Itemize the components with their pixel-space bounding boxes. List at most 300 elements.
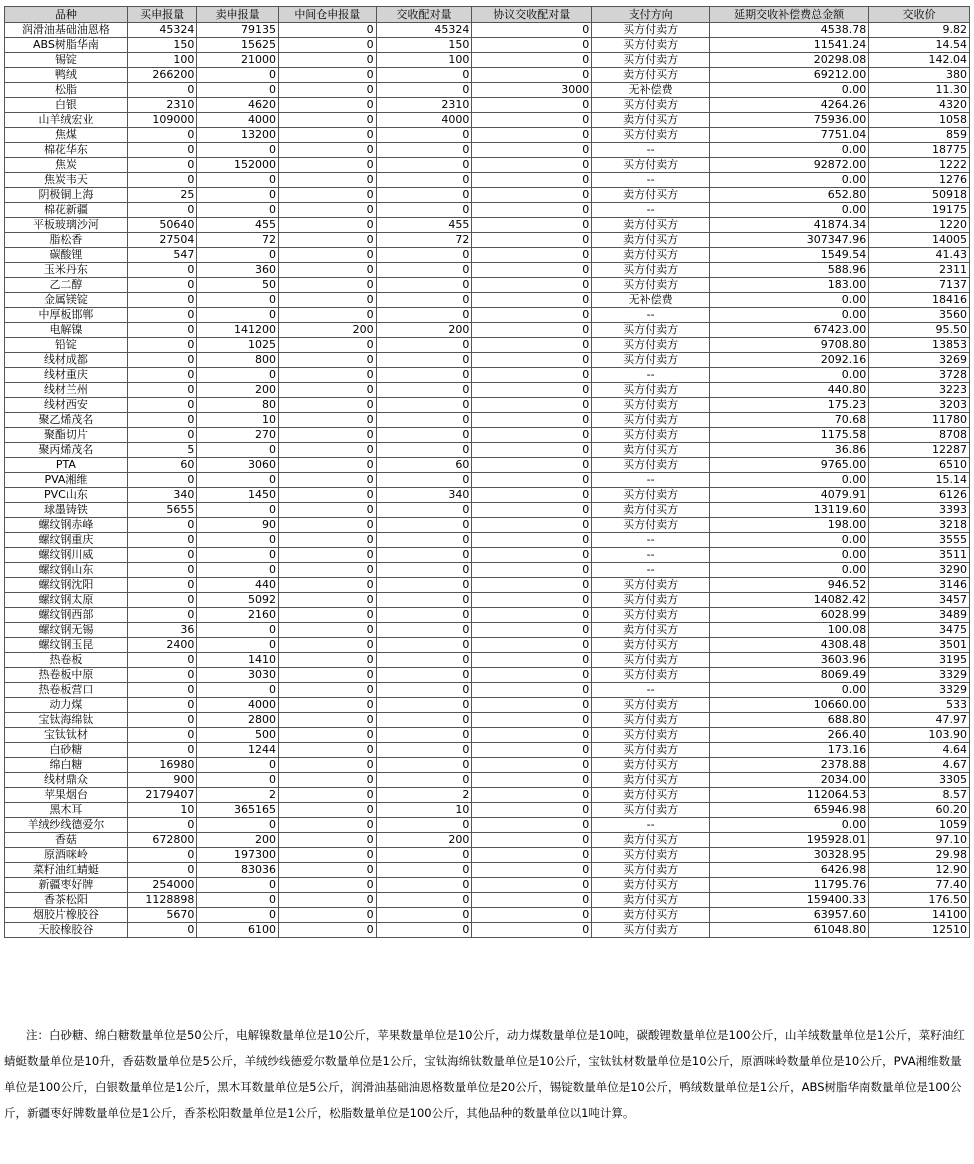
delivery-report: [4, 6, 970, 938]
col-variety-cell: 聚酯切片: [5, 428, 128, 443]
col-sell-qty-cell: 1025: [197, 338, 279, 353]
col-compensation-total-cell: 92872.00: [710, 158, 869, 173]
col-matched-qty-cell: 0: [376, 158, 472, 173]
col-variety-cell: 动力煤: [5, 698, 128, 713]
col-delivery-price-cell: 4.64: [869, 743, 970, 758]
col-compensation-total-cell: 9708.80: [710, 338, 869, 353]
col-agreement-qty-cell: 0: [472, 878, 592, 893]
table-row: [5, 98, 970, 113]
col-delivery-price-cell: 3269: [869, 353, 970, 368]
col-agreement-qty-cell: 0: [472, 818, 592, 833]
col-sell-qty-cell: 1410: [197, 653, 279, 668]
col-sell-qty-cell: 4000: [197, 113, 279, 128]
col-intermediate-qty-cell: 0: [278, 773, 376, 788]
col-payment-direction-cell: 卖方付买方: [592, 233, 710, 248]
col-payment-direction-cell: 卖方付买方: [592, 908, 710, 923]
col-intermediate-qty-cell: 0: [278, 188, 376, 203]
col-compensation-total-cell: 0.00: [710, 368, 869, 383]
col-agreement-qty-cell: 0: [472, 143, 592, 158]
col-intermediate-qty-cell: 0: [278, 233, 376, 248]
col-variety-cell: 焦煤: [5, 128, 128, 143]
col-buy-qty-cell: 0: [127, 203, 197, 218]
col-agreement-qty-cell: 0: [472, 908, 592, 923]
col-agreement-qty-cell: 0: [472, 308, 592, 323]
col-agreement-qty-cell: 0: [472, 848, 592, 863]
col-agreement-qty-cell: 0: [472, 863, 592, 878]
col-agreement-qty-cell: 0: [472, 563, 592, 578]
col-intermediate-qty-cell: 0: [278, 758, 376, 773]
col-variety-cell: 白银: [5, 98, 128, 113]
col-variety-cell: 棉花新疆: [5, 203, 128, 218]
col-delivery-price-cell: 3218: [869, 518, 970, 533]
col-intermediate-qty-cell: 0: [278, 353, 376, 368]
col-agreement-qty-cell: 0: [472, 398, 592, 413]
col-buy-qty-cell: 5670: [127, 908, 197, 923]
col-delivery-price-cell: 9.82: [869, 23, 970, 38]
col-matched-qty-cell: 0: [376, 908, 472, 923]
col-buy-qty-cell: 0: [127, 353, 197, 368]
col-agreement-qty-cell: 0: [472, 653, 592, 668]
col-compensation-total-cell: 4538.78: [710, 23, 869, 38]
col-intermediate-qty-cell: 0: [278, 803, 376, 818]
col-variety-cell: 黑木耳: [5, 803, 128, 818]
col-delivery-price-cell: 3393: [869, 503, 970, 518]
col-variety-cell: 螺纹钢沈阳: [5, 578, 128, 593]
col-intermediate-qty-cell: 0: [278, 743, 376, 758]
col-payment-direction-cell: 买方付卖方: [592, 158, 710, 173]
col-variety-cell: 羊绒纱线德爱尔: [5, 818, 128, 833]
table-row: [5, 383, 970, 398]
col-agreement-qty-cell: 0: [472, 788, 592, 803]
col-payment-direction-cell: 卖方付买方: [592, 788, 710, 803]
col-agreement-qty-cell: 0: [472, 248, 592, 263]
col-sell-qty-cell: 50: [197, 278, 279, 293]
col-matched-qty-cell: 0: [376, 893, 472, 908]
col-buy-qty-cell: 2400: [127, 638, 197, 653]
col-matched-qty-cell: 200: [376, 833, 472, 848]
col-payment-direction-cell: --: [592, 818, 710, 833]
col-payment-direction-cell: 买方付卖方: [592, 98, 710, 113]
col-buy-qty-cell: 0: [127, 278, 197, 293]
col-sell-qty-cell: 360: [197, 263, 279, 278]
col-delivery-price-cell: 3195: [869, 653, 970, 668]
col-intermediate-qty-cell: 0: [278, 218, 376, 233]
col-delivery-price-cell: 103.90: [869, 728, 970, 743]
col-agreement-qty-cell: 0: [472, 68, 592, 83]
col-compensation-total-cell: 1175.58: [710, 428, 869, 443]
col-sell-qty-cell: 0: [197, 878, 279, 893]
col-intermediate-qty-cell: 0: [278, 398, 376, 413]
col-buy-qty-cell: 2179407: [127, 788, 197, 803]
col-variety-cell: 螺纹钢赤峰: [5, 518, 128, 533]
col-variety-cell: 苹果烟台: [5, 788, 128, 803]
table-row: [5, 593, 970, 608]
col-intermediate-qty-cell: 0: [278, 53, 376, 68]
col-agreement-qty-cell: 0: [472, 263, 592, 278]
table-row: [5, 683, 970, 698]
col-intermediate-qty-cell: 0: [278, 818, 376, 833]
col-buy-qty-cell: 0: [127, 173, 197, 188]
col-intermediate-qty-cell: 0: [278, 23, 376, 38]
col-delivery-price-header: 交收价: [869, 7, 970, 23]
col-delivery-price-cell: 8708: [869, 428, 970, 443]
col-buy-qty-cell: 0: [127, 563, 197, 578]
col-variety-cell: 原酒咪岭: [5, 848, 128, 863]
col-compensation-total-cell: 183.00: [710, 278, 869, 293]
table-row: [5, 188, 970, 203]
col-matched-qty-cell: 45324: [376, 23, 472, 38]
col-agreement-qty-header: 协议交收配对量: [472, 7, 592, 23]
col-compensation-total-cell: 4079.91: [710, 488, 869, 503]
col-sell-qty-cell: 4620: [197, 98, 279, 113]
col-payment-direction-cell: 卖方付买方: [592, 248, 710, 263]
col-delivery-price-cell: 3223: [869, 383, 970, 398]
table-row: [5, 728, 970, 743]
col-payment-direction-cell: 卖方付买方: [592, 443, 710, 458]
table-row: [5, 143, 970, 158]
col-matched-qty-cell: 0: [376, 818, 472, 833]
col-variety-cell: 阴极铜上海: [5, 188, 128, 203]
col-sell-qty-cell: 1244: [197, 743, 279, 758]
col-buy-qty-cell: 100: [127, 53, 197, 68]
col-delivery-price-cell: 29.98: [869, 848, 970, 863]
col-compensation-total-cell: 0.00: [710, 203, 869, 218]
col-payment-direction-cell: 买方付卖方: [592, 863, 710, 878]
col-sell-qty-cell: 21000: [197, 53, 279, 68]
col-intermediate-qty-cell: 0: [278, 533, 376, 548]
col-agreement-qty-cell: 0: [472, 158, 592, 173]
col-intermediate-qty-cell: 0: [278, 908, 376, 923]
col-sell-qty-cell: 6100: [197, 923, 279, 938]
table-row: [5, 788, 970, 803]
col-sell-qty-cell: 0: [197, 308, 279, 323]
col-agreement-qty-cell: 0: [472, 773, 592, 788]
col-intermediate-qty-cell: 0: [278, 548, 376, 563]
table-row: [5, 398, 970, 413]
table-row: [5, 578, 970, 593]
col-sell-qty-cell: 365165: [197, 803, 279, 818]
col-buy-qty-cell: 0: [127, 83, 197, 98]
col-intermediate-qty-cell: 0: [278, 413, 376, 428]
col-variety-cell: 聚丙烯茂名: [5, 443, 128, 458]
col-buy-qty-cell: 0: [127, 548, 197, 563]
col-matched-qty-header: 交收配对量: [376, 7, 472, 23]
col-agreement-qty-cell: 3000: [472, 83, 592, 98]
col-sell-qty-cell: 0: [197, 83, 279, 98]
col-intermediate-qty-cell: 0: [278, 383, 376, 398]
col-delivery-price-cell: 3146: [869, 578, 970, 593]
col-variety-cell: 金属镁锭: [5, 293, 128, 308]
col-buy-qty-cell: 0: [127, 593, 197, 608]
col-compensation-total-cell: 100.08: [710, 623, 869, 638]
col-matched-qty-cell: 0: [376, 518, 472, 533]
col-delivery-price-cell: 3329: [869, 668, 970, 683]
col-intermediate-qty-cell: 0: [278, 863, 376, 878]
col-intermediate-qty-cell: 0: [278, 878, 376, 893]
col-buy-qty-cell: 0: [127, 683, 197, 698]
col-sell-qty-cell: 0: [197, 773, 279, 788]
col-payment-direction-cell: 买方付卖方: [592, 728, 710, 743]
col-compensation-total-cell: 4264.26: [710, 98, 869, 113]
col-payment-direction-cell: 买方付卖方: [592, 668, 710, 683]
table-row: [5, 863, 970, 878]
col-variety-cell: 线材鼎众: [5, 773, 128, 788]
col-compensation-total-cell: 13119.60: [710, 503, 869, 518]
col-matched-qty-cell: 0: [376, 293, 472, 308]
col-sell-qty-cell: 500: [197, 728, 279, 743]
col-matched-qty-cell: 0: [376, 338, 472, 353]
col-buy-qty-cell: 0: [127, 848, 197, 863]
col-buy-qty-cell: 0: [127, 398, 197, 413]
col-matched-qty-cell: 0: [376, 263, 472, 278]
col-payment-direction-cell: 卖方付买方: [592, 503, 710, 518]
col-compensation-total-cell: 198.00: [710, 518, 869, 533]
col-variety-cell: 电解镍: [5, 323, 128, 338]
col-sell-qty-cell: 0: [197, 623, 279, 638]
col-variety-cell: 白砂糖: [5, 743, 128, 758]
table-body: [5, 23, 970, 938]
col-intermediate-qty-cell: 0: [278, 518, 376, 533]
col-payment-direction-cell: 买方付卖方: [592, 53, 710, 68]
col-variety-cell: 球墨铸铁: [5, 503, 128, 518]
col-compensation-total-cell: 7751.04: [710, 128, 869, 143]
col-delivery-price-cell: 12510: [869, 923, 970, 938]
col-intermediate-qty-cell: 0: [278, 698, 376, 713]
col-agreement-qty-cell: 0: [472, 443, 592, 458]
col-matched-qty-cell: 455: [376, 218, 472, 233]
col-compensation-total-cell: 36.86: [710, 443, 869, 458]
col-compensation-total-cell: 0.00: [710, 83, 869, 98]
col-matched-qty-cell: 2310: [376, 98, 472, 113]
col-payment-direction-cell: 买方付卖方: [592, 518, 710, 533]
col-sell-qty-cell: 80: [197, 398, 279, 413]
col-sell-qty-cell: 0: [197, 893, 279, 908]
col-matched-qty-cell: 0: [376, 728, 472, 743]
col-sell-qty-cell: 0: [197, 473, 279, 488]
table-row: [5, 323, 970, 338]
table-row: [5, 773, 970, 788]
col-payment-direction-cell: --: [592, 683, 710, 698]
col-sell-qty-cell: 0: [197, 68, 279, 83]
col-matched-qty-cell: 0: [376, 773, 472, 788]
col-compensation-total-cell: 1549.54: [710, 248, 869, 263]
col-buy-qty-cell: 672800: [127, 833, 197, 848]
col-delivery-price-cell: 77.40: [869, 878, 970, 893]
col-variety-cell: 螺纹钢川威: [5, 548, 128, 563]
col-agreement-qty-cell: 0: [472, 608, 592, 623]
col-sell-qty-cell: 0: [197, 758, 279, 773]
col-payment-direction-cell: 买方付卖方: [592, 653, 710, 668]
col-matched-qty-cell: 0: [376, 143, 472, 158]
col-intermediate-qty-cell: 0: [278, 638, 376, 653]
col-compensation-total-cell: 0.00: [710, 818, 869, 833]
table-row: [5, 608, 970, 623]
col-intermediate-qty-cell: 0: [278, 158, 376, 173]
col-buy-qty-cell: 5: [127, 443, 197, 458]
col-matched-qty-cell: 0: [376, 878, 472, 893]
col-matched-qty-cell: 0: [376, 383, 472, 398]
col-payment-direction-cell: 买方付卖方: [592, 488, 710, 503]
table-row: [5, 908, 970, 923]
col-compensation-total-cell: 440.80: [710, 383, 869, 398]
col-agreement-qty-cell: 0: [472, 668, 592, 683]
col-agreement-qty-cell: 0: [472, 293, 592, 308]
col-intermediate-qty-cell: 0: [278, 563, 376, 578]
col-payment-direction-cell: 买方付卖方: [592, 593, 710, 608]
col-buy-qty-cell: 0: [127, 473, 197, 488]
col-intermediate-qty-cell: 0: [278, 608, 376, 623]
col-sell-qty-cell: 0: [197, 368, 279, 383]
col-sell-qty-cell: 2800: [197, 713, 279, 728]
table-row: [5, 203, 970, 218]
col-buy-qty-cell: 0: [127, 608, 197, 623]
col-matched-qty-cell: 0: [376, 608, 472, 623]
col-intermediate-qty-cell: 0: [278, 38, 376, 53]
col-matched-qty-cell: 0: [376, 278, 472, 293]
col-intermediate-qty-cell: 0: [278, 593, 376, 608]
delivery-table: [4, 6, 970, 938]
col-compensation-total-cell: 69212.00: [710, 68, 869, 83]
col-intermediate-qty-cell: 0: [278, 488, 376, 503]
col-sell-qty-cell: 0: [197, 533, 279, 548]
col-compensation-total-cell: 2092.16: [710, 353, 869, 368]
col-intermediate-qty-cell: 0: [278, 443, 376, 458]
col-delivery-price-cell: 6510: [869, 458, 970, 473]
col-compensation-total-cell: 307347.96: [710, 233, 869, 248]
col-agreement-qty-cell: 0: [472, 518, 592, 533]
col-matched-qty-cell: 0: [376, 83, 472, 98]
col-compensation-total-cell: 0.00: [710, 173, 869, 188]
col-sell-qty-cell: 10: [197, 413, 279, 428]
col-intermediate-qty-header: 中间仓申报量: [278, 7, 376, 23]
col-buy-qty-cell: 60: [127, 458, 197, 473]
col-variety-cell: 平板玻璃沙河: [5, 218, 128, 233]
col-sell-qty-cell: 270: [197, 428, 279, 443]
col-buy-qty-cell: 50640: [127, 218, 197, 233]
col-payment-direction-header: 支付方向: [592, 7, 710, 23]
col-payment-direction-cell: 卖方付买方: [592, 833, 710, 848]
col-payment-direction-cell: 买方付卖方: [592, 608, 710, 623]
col-matched-qty-cell: 0: [376, 668, 472, 683]
col-agreement-qty-cell: 0: [472, 23, 592, 38]
col-sell-qty-cell: 197300: [197, 848, 279, 863]
col-sell-qty-cell: 455: [197, 218, 279, 233]
col-buy-qty-cell: 0: [127, 698, 197, 713]
col-agreement-qty-cell: 0: [472, 803, 592, 818]
col-agreement-qty-cell: 0: [472, 683, 592, 698]
table-row: [5, 293, 970, 308]
col-payment-direction-cell: 无补偿费: [592, 83, 710, 98]
table-row: [5, 833, 970, 848]
col-delivery-price-cell: 3728: [869, 368, 970, 383]
table-row: [5, 218, 970, 233]
col-delivery-price-cell: 3501: [869, 638, 970, 653]
table-row: [5, 38, 970, 53]
col-delivery-price-cell: 380: [869, 68, 970, 83]
table-row: [5, 83, 970, 98]
col-matched-qty-cell: 10: [376, 803, 472, 818]
col-sell-qty-cell: 0: [197, 503, 279, 518]
col-agreement-qty-cell: 0: [472, 833, 592, 848]
col-buy-qty-cell: 0: [127, 653, 197, 668]
col-delivery-price-cell: 1276: [869, 173, 970, 188]
col-buy-qty-cell: 36: [127, 623, 197, 638]
col-matched-qty-cell: 0: [376, 638, 472, 653]
col-delivery-price-cell: 95.50: [869, 323, 970, 338]
col-payment-direction-cell: 买方付卖方: [592, 38, 710, 53]
col-sell-qty-cell: 0: [197, 638, 279, 653]
col-compensation-total-cell: 0.00: [710, 308, 869, 323]
col-matched-qty-cell: 200: [376, 323, 472, 338]
table-row: [5, 128, 970, 143]
col-agreement-qty-cell: 0: [472, 233, 592, 248]
col-sell-qty-cell: 152000: [197, 158, 279, 173]
col-sell-qty-cell: 2: [197, 788, 279, 803]
col-payment-direction-cell: 买方付卖方: [592, 398, 710, 413]
col-delivery-price-cell: 41.43: [869, 248, 970, 263]
col-agreement-qty-cell: 0: [472, 203, 592, 218]
col-agreement-qty-cell: 0: [472, 533, 592, 548]
col-delivery-price-cell: 1220: [869, 218, 970, 233]
col-agreement-qty-cell: 0: [472, 338, 592, 353]
col-variety-cell: 天胶橡胶谷: [5, 923, 128, 938]
col-agreement-qty-cell: 0: [472, 548, 592, 563]
col-agreement-qty-cell: 0: [472, 53, 592, 68]
col-payment-direction-cell: 卖方付买方: [592, 758, 710, 773]
col-agreement-qty-cell: 0: [472, 413, 592, 428]
col-payment-direction-cell: 卖方付买方: [592, 113, 710, 128]
col-variety-cell: 松脂: [5, 83, 128, 98]
col-sell-qty-cell: 3060: [197, 458, 279, 473]
col-compensation-total-cell: 0.00: [710, 143, 869, 158]
col-delivery-price-cell: 50918: [869, 188, 970, 203]
col-payment-direction-cell: --: [592, 473, 710, 488]
table-row: [5, 428, 970, 443]
col-variety-cell: 线材成都: [5, 353, 128, 368]
col-compensation-total-cell: 11795.76: [710, 878, 869, 893]
col-intermediate-qty-cell: 0: [278, 368, 376, 383]
col-sell-qty-cell: 0: [197, 203, 279, 218]
col-agreement-qty-cell: 0: [472, 428, 592, 443]
col-matched-qty-cell: 0: [376, 653, 472, 668]
col-variety-cell: ABS树脂华南: [5, 38, 128, 53]
col-agreement-qty-cell: 0: [472, 893, 592, 908]
col-payment-direction-cell: 买方付卖方: [592, 803, 710, 818]
col-compensation-total-cell: 946.52: [710, 578, 869, 593]
col-buy-qty-cell: 340: [127, 488, 197, 503]
col-payment-direction-cell: 买方付卖方: [592, 698, 710, 713]
col-agreement-qty-cell: 0: [472, 473, 592, 488]
col-intermediate-qty-cell: 0: [278, 653, 376, 668]
col-intermediate-qty-cell: 0: [278, 833, 376, 848]
col-agreement-qty-cell: 0: [472, 188, 592, 203]
col-buy-qty-cell: 0: [127, 383, 197, 398]
col-buy-qty-cell: 0: [127, 743, 197, 758]
col-compensation-total-cell: 75936.00: [710, 113, 869, 128]
col-sell-qty-cell: 2160: [197, 608, 279, 623]
col-variety-cell: 螺纹钢无锡: [5, 623, 128, 638]
col-compensation-total-cell: 112064.53: [710, 788, 869, 803]
col-matched-qty-cell: 0: [376, 578, 472, 593]
table-row: [5, 263, 970, 278]
col-matched-qty-cell: 0: [376, 683, 472, 698]
col-buy-qty-cell: 0: [127, 728, 197, 743]
col-compensation-total-cell: 70.68: [710, 413, 869, 428]
col-delivery-price-cell: 3560: [869, 308, 970, 323]
table-row: [5, 68, 970, 83]
col-sell-qty-header: 卖申报量: [197, 7, 279, 23]
col-matched-qty-cell: 0: [376, 698, 472, 713]
